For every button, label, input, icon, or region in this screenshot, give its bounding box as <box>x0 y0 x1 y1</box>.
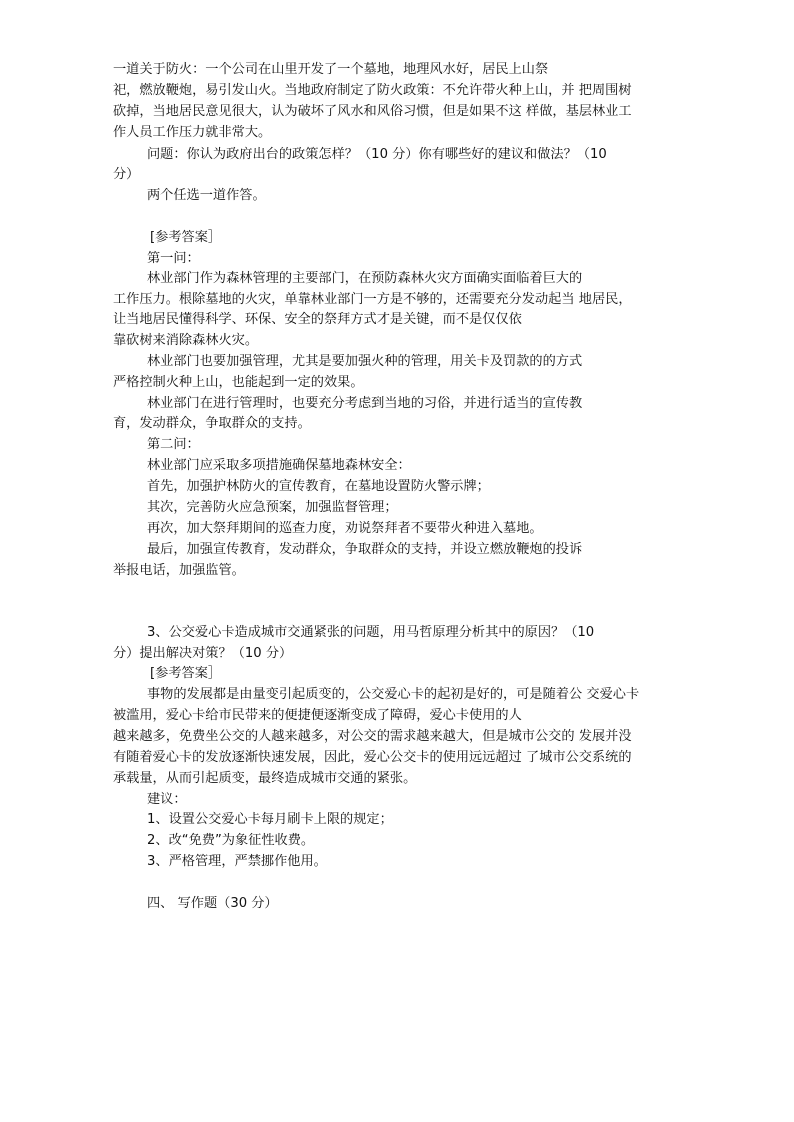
text-line: 举报电话，加强监管。 <box>113 563 245 578</box>
text-line: 严格控制火种上山，也能起到一定的效果。 <box>113 375 364 390</box>
text-line: 林业部门也要加强管理，尤其是要加强火种的管理，用关卡及罚款的的方式 <box>147 354 583 369</box>
text-line: 林业部门作为森林管理的主要部门，在预防森林火灾方面确实面临着巨大的 <box>147 271 583 286</box>
text-line: 林业部门应采取多项措施确保墓地森林安全： <box>147 458 411 473</box>
text-line: 让当地居民懂得科学、环保、安全的祭拜方式才是关键，而不是仅仅依 <box>113 312 522 327</box>
text-line: 作人员工作压力就非常大。 <box>113 125 272 140</box>
question-heading: 3、公交爱心卡造成城市交通紧张的问题，用马哲原理分析其中的原因？（10 <box>147 625 595 640</box>
list-item: 1、设置公交爱心卡每月刷卡上限的规定； <box>147 812 393 827</box>
text-line: 砍掉，当地居民意见很大，认为破坏了风水和风俗习惯，但是如果不这 样做，基层林业工 <box>113 104 632 119</box>
text-line: 最后，加强宣传教育，发动群众，争取群众的支持，并设立燃放鞭炮的投诉 <box>147 542 583 557</box>
text-line: 林业部门在进行管理时，也要充分考虑到当地的习俗，并进行适当的宣传教 <box>147 396 583 411</box>
text-line: 有随着爱心卡的发放逐渐快速发展，因此，爱心公交卡的使用远远超过 了城市公交系统的 <box>113 750 632 765</box>
text-line: 分）提出解决对策？（10 分） <box>113 646 293 661</box>
section-title: 四、 写作题（30 分） <box>147 896 278 911</box>
text-line: 越来越多，免费坐公交的人越来越多，对公交的需求越来越大，但是城市公交的 发展并没 <box>113 729 632 744</box>
text-line: 分） <box>113 167 140 182</box>
section-heading: 建议： <box>147 792 187 807</box>
text-line: 承载量，从而引起质变，最终造成城市交通的紧张。 <box>113 771 417 786</box>
text-line: 事物的发展都是由量变引起质变的，公交爱心卡的起初是好的，可是随着公 交爱心卡 <box>147 687 640 702</box>
text-line: 祀，燃放鞭炮，易引发山火。当地政府制定了防火政策：不允许带火种上山，并 把周围树 <box>113 83 632 98</box>
list-item: 3、严格管理，严禁挪作他用。 <box>147 854 327 869</box>
text-line: 两个任选一道作答。 <box>147 188 266 203</box>
answer-heading: [参考答案］ <box>150 666 222 681</box>
section-heading: 第一问： <box>147 251 200 266</box>
text-line: 其次，完善防火应急预案，加强监督管理； <box>147 500 398 515</box>
answer-heading: [参考答案］ <box>150 230 222 245</box>
section-heading: 第二问： <box>147 437 200 452</box>
text-line: 靠砍树来消除森林火灾。 <box>113 333 259 348</box>
text-line: 工作压力。根除墓地的火灾，单靠林业部门一方是不够的，还需要充分发动起当 地居民， <box>113 292 632 307</box>
text-line: 再次，加大祭拜期间的巡查力度，劝说祭拜者不要带火种进入墓地。 <box>147 521 543 536</box>
list-item: 2、改“免费”为象征性收费。 <box>147 833 315 848</box>
text-line: 问题：你认为政府出台的政策怎样？（10 分）你有哪些好的建议和做法？（10 <box>147 147 607 162</box>
text-line: 一道关于防火：一个公司在山里开发了一个墓地，地理风水好，居民上山祭 <box>113 62 549 77</box>
text-line: 首先，加强护林防火的宣传教育，在墓地设置防火警示牌； <box>147 479 490 494</box>
text-line: 被滥用，爱心卡给市民带来的便捷便逐渐变成了障碍，爱心卡使用的人 <box>113 708 522 723</box>
text-line: 育，发动群众，争取群众的支持。 <box>113 416 311 431</box>
